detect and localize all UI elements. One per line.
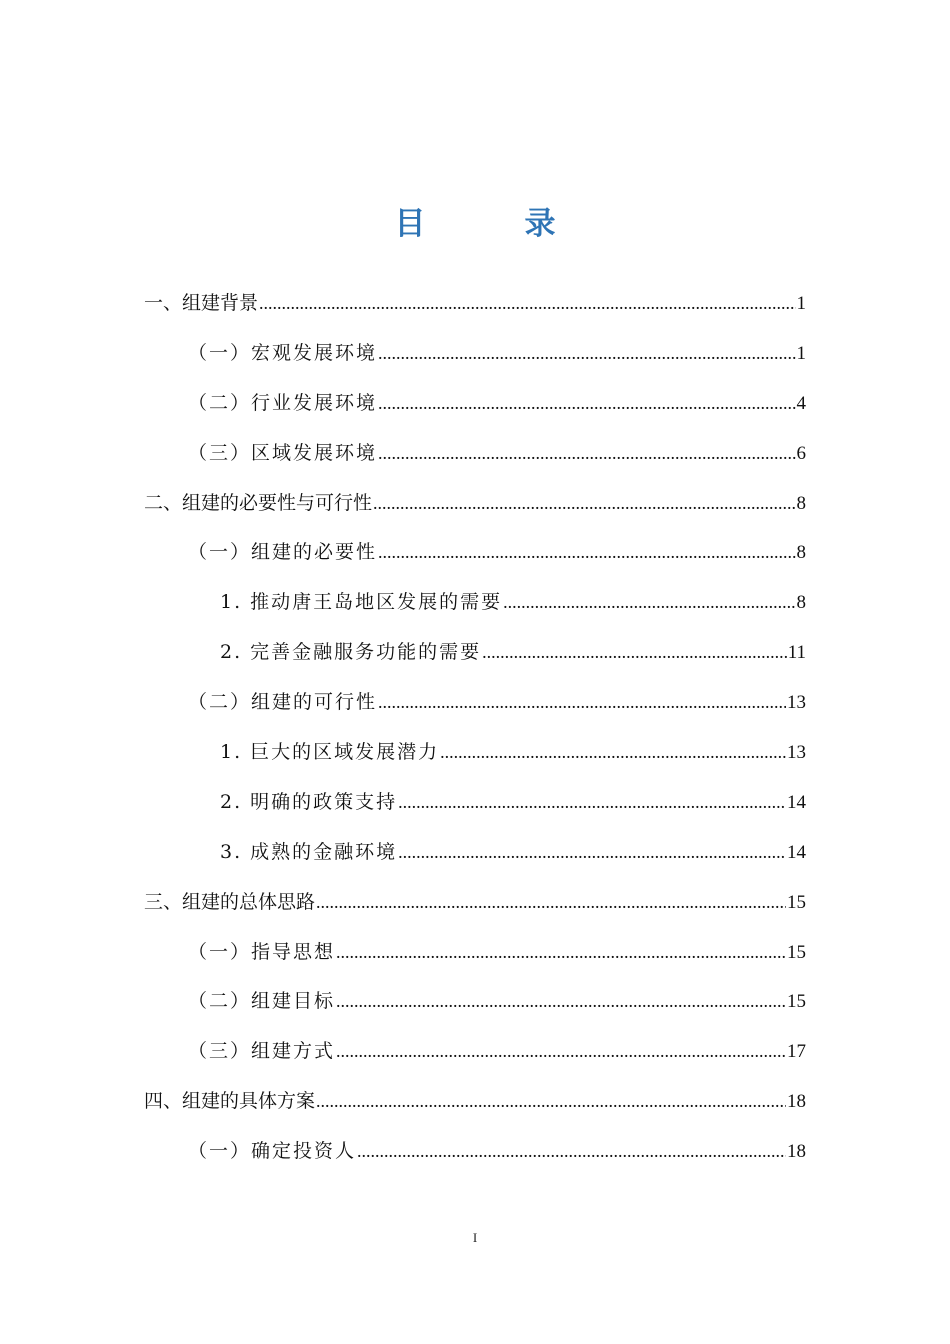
toc-entry-page: 11 [787,642,806,664]
toc-entry[interactable] [144,481,806,531]
toc-leader-dots [316,880,786,925]
toc-entry-page: 15 [787,991,806,1013]
toc-entry-label: 3. 成熟的金融环境 [220,840,398,863]
page-number: I [472,1230,478,1245]
toc-entry[interactable] [144,880,806,930]
toc-entry-label: 1. 巨大的区域发展潜力 [220,741,440,764]
toc-entry-label: 2. 完善金融服务功能的需要 [220,641,482,664]
toc-entry-label: 四、组建的具体方案 [144,1090,316,1113]
toc-leader-dots [357,1129,786,1174]
toc-leader-dots [373,481,795,526]
toc-title: 目 录 [394,206,590,242]
toc-entry-page: 8 [796,542,806,564]
toc-entry[interactable] [144,281,806,331]
toc-leader-dots [482,630,787,675]
toc-entry[interactable] [144,930,806,980]
toc-leader-dots [336,979,786,1024]
toc-entry-page: 6 [796,442,806,464]
toc-entry[interactable] [144,580,806,630]
toc-entry-label: （一）宏观发展环境 [188,341,378,364]
toc-entry[interactable] [144,530,806,580]
toc-entry-page: 15 [787,891,806,913]
toc-entry-page: 14 [787,791,806,813]
toc-entry[interactable] [144,331,806,381]
toc-entry-label: （一）指导思想 [188,940,336,963]
toc-leader-dots [259,281,795,326]
toc-leader-dots [398,830,786,875]
toc-entry-label: （二）组建目标 [188,990,336,1013]
toc-entry-page: 8 [796,492,806,514]
toc-entry-page: 14 [787,841,806,863]
toc-entry-page: 15 [787,941,806,963]
toc-entry-label: 三、组建的总体思路 [144,890,316,913]
toc-entry[interactable] [144,979,806,1029]
toc-leader-dots [378,381,795,426]
toc-entry-page: 17 [787,1041,806,1063]
toc-entry-label: 2. 明确的政策支持 [220,790,398,813]
toc-entry-page: 13 [787,692,806,714]
toc-entry[interactable] [144,1079,806,1129]
toc-entry[interactable] [144,431,806,481]
toc-entry-label: （三）区域发展环境 [188,441,378,464]
toc-entry-label: （一）确定投资人 [188,1140,357,1163]
toc-entry-label: （三）组建方式 [188,1040,336,1063]
toc-entry-page: 8 [796,592,806,614]
toc-leader-dots [336,930,786,975]
toc-leader-dots [378,431,795,476]
toc-leader-dots [503,580,795,625]
toc-entry[interactable] [144,780,806,830]
toc-entry[interactable] [144,730,806,780]
toc-entry-page: 1 [796,293,806,314]
toc-entry-label: （一）组建的必要性 [188,541,378,564]
toc-leader-dots [378,331,795,376]
toc-entry[interactable] [144,1029,806,1079]
toc-list [144,281,806,1179]
toc-entry-label: （二）组建的可行性 [188,691,378,714]
toc-entry-page: 18 [787,1091,806,1113]
toc-leader-dots [440,730,786,775]
toc-entry[interactable] [144,381,806,431]
toc-entry[interactable] [144,830,806,880]
toc-leader-dots [378,530,795,575]
toc-entry-label: （二）行业发展环境 [188,391,378,414]
toc-entry-label: 一、组建背景 [144,292,259,314]
toc-entry[interactable] [144,680,806,730]
toc-entry-label: 二、组建的必要性与可行性 [144,491,373,514]
toc-leader-dots [378,680,786,725]
toc-leader-dots [316,1079,786,1124]
toc-leader-dots [398,780,786,825]
toc-entry[interactable] [144,630,806,680]
toc-entry-page: 13 [787,742,806,764]
toc-entry-page: 4 [796,392,806,414]
toc-entry-label: 1. 推动唐王岛地区发展的需要 [220,591,503,614]
toc-entry-page: 1 [796,342,806,364]
toc-entry-page: 18 [787,1141,806,1163]
toc-entry[interactable] [144,1129,806,1179]
toc-leader-dots [336,1029,786,1074]
